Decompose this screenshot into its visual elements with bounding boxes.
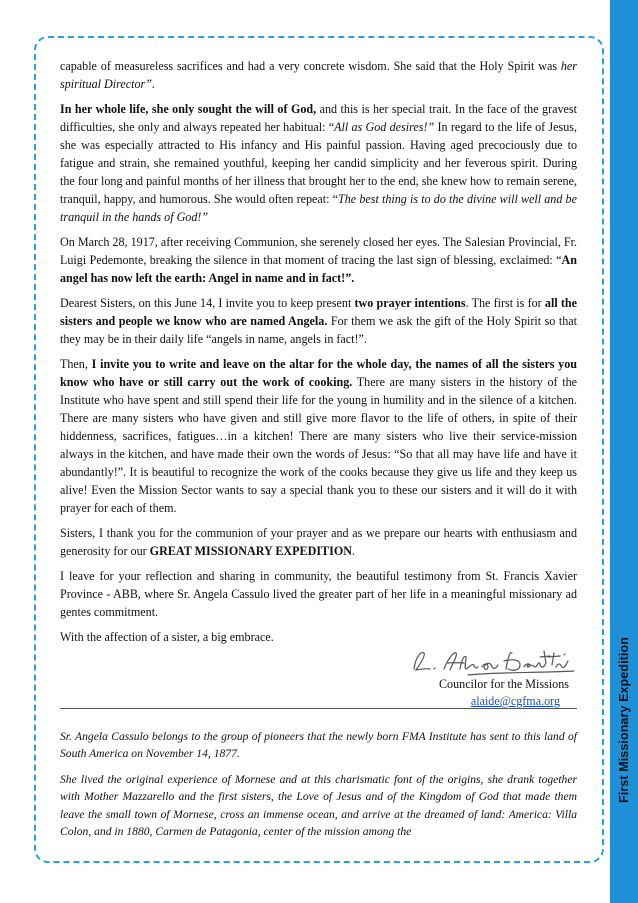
- paragraph-4: [60, 294, 577, 348]
- text: and this is her special trait. In the face of the gravest difficulties, she only and always repeated her habitual: “: [60, 102, 577, 134]
- text-bold: all the sisters and people we know who are named Angela.: [60, 296, 578, 328]
- text: For them we ask the gift of the Holy Spirit so that they may be in their daily life “angels in name, angels in fact!”.: [60, 314, 577, 346]
- footnote: [60, 728, 577, 848]
- paragraph-1: [60, 57, 577, 93]
- text: In regard to the life of Jesus, she was especially attracted to His infancy and His painful passion. Having aged precociously due to fatigue and strain, she remained youthful, keeping her candid simplicity and her feverous spirit. During the four long and painful months of her illness that brought her to the end, she knew how to remain serene, tranquil, happy, and humorous. She would often repeat: “: [60, 120, 577, 206]
- footnote-divider: [60, 708, 577, 709]
- text: Dearest Sisters, on this June 14, I invite you to keep present: [60, 296, 355, 310]
- text-italic: The best thing is to do the divine will well and be tranquil in the hands of God!”: [60, 192, 577, 224]
- paragraph-3: [60, 233, 577, 287]
- text: There are many sisters in the history of the Institute who have spent and still spend their life for the young in humility and in the silence of a kitchen. There are many sisters who have given and still give more flavor to the life of others, in spite of their hiddenness, sacrifices, fatigues…in a kitchen! There are many sisters who live their service-mission always in the kitchen, and have made their own the words of Jesus: “So that all may have life and have it abundantly!”. It is beautiful to recognize the work of the cooks because they give us life and they keep us alive! Even the Mission Sector wants to say a special thank you to these our sisters and it will do it with prayer for each of them.: [60, 375, 577, 515]
- paragraph-8: With the affection of a sister, a big embrace.: [60, 630, 274, 644]
- text: .: [351, 544, 355, 558]
- signature-email-link[interactable]: alaide@cgfma.org: [470, 694, 560, 708]
- text-bold: GREAT MISSIONARY EXPEDITION: [149, 544, 352, 558]
- text-bold: In her whole life, she only sought the will of God,: [60, 102, 317, 116]
- text-bold: I invite you to write and leave on the altar for the whole day, the names of all the sisters you know who have or still carry out the work of cooking.: [60, 357, 577, 389]
- signature-block: [60, 653, 577, 709]
- text: Then,: [60, 357, 92, 371]
- text-bold: An angel has now left the earth: Angel in name and in fact!”.: [60, 253, 577, 285]
- footnote-paragraph-1: Sr. Angela Cassulo belongs to the group of pioneers that the newly born FMA Institute has sent to this land of South America on November 14, 1877.: [60, 730, 577, 761]
- paragraph-5: [60, 355, 577, 517]
- letter-body: [60, 57, 577, 709]
- text: On March 28, 1917, after receiving Communion, she serenely closed her eyes. The Salesian Provincial, Fr. Luigi Pedemonte, breaking the silence in that moment of tracing the last sign of blessing, exclaimed: “: [60, 235, 577, 267]
- footnote-paragraph-2: She lived the original experience of Mornese and at this charismatic font of the origins, she drank together with Mother Mazzarello and the first sisters, the Love of Jesus and of the Kingdom of God that made them leave the small town of Mornese, cross an immense ocean, and arrive at the dreamed of land: America: Villa Colon, and in 1880, Carmen de Patagonia, center of the mission among the: [60, 772, 577, 839]
- signature-role: Councilor for the Missions: [438, 677, 569, 691]
- text: capable of measureless sacrifices and had a very concrete wisdom. She said that the Holy Spirit was: [60, 59, 561, 73]
- text-bold: two prayer intentions: [354, 296, 466, 310]
- text: . The first is for: [465, 296, 545, 310]
- side-label-text: First Missionary Expedition: [617, 637, 631, 803]
- text-italic: her spiritual Director”.: [60, 59, 577, 91]
- handwritten-signature: [408, 645, 578, 677]
- text: Sisters, I thank you for the communion of your prayer and as we prepare our hearts with enthusiasm and generosity for our: [60, 526, 577, 558]
- text-italic: All as God desires!”: [334, 120, 435, 134]
- paragraph-6: [60, 524, 577, 560]
- side-label: [612, 600, 636, 840]
- paragraph-2: [60, 100, 577, 226]
- paragraph-7: I leave for your reflection and sharing in community, the beautiful testimony from St. Francis Xavier Province - ABB, where Sr. Angela Cassulo lived the greater part of her life in a meaningful missionary ad gentes commitment.: [60, 569, 577, 619]
